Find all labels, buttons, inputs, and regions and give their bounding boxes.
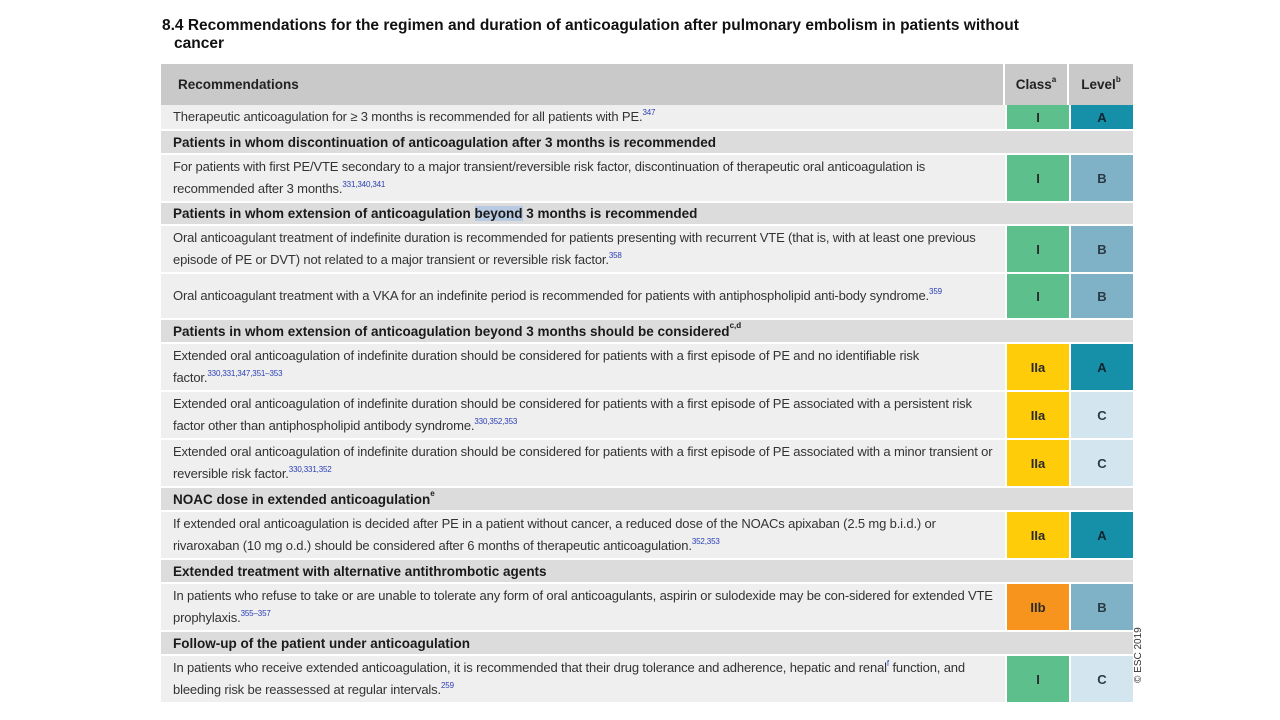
section-header-row — [161, 632, 1133, 656]
level-badge: C — [1069, 440, 1133, 488]
section-title-text: Patients in whom extension of anticoagulation beyond 3 months should be considered — [173, 323, 730, 339]
section-title — [161, 320, 1133, 344]
recommendation-row — [161, 584, 1133, 632]
recommendation-text — [161, 155, 1005, 203]
section-header-row — [161, 203, 1133, 226]
section-footnote-marker: c,d — [729, 320, 742, 330]
section-title-text: NOAC dose in extended anticoagulation — [173, 491, 431, 507]
table-header-row — [161, 64, 1133, 105]
level-badge: B — [1069, 584, 1133, 632]
section-title-text: Follow-up of the patient under anticoagulation — [173, 635, 470, 651]
section-title-text: 3 months is recommended — [522, 206, 698, 221]
recommendation-text-part: In patients who refuse to take or are unable to tolerate any form of oral anticoagulants, aspirin or sulodexide may be con-sidered for extended VTE prophylaxis. — [173, 588, 993, 625]
recommendation-text-part: If extended oral anticoagulation is decided after PE in a patient without cancer, a reduced dose of the NOACs apixaban (2.5 mg b.i.d.) or rivaroxaban (10 mg o.d.) should be considered after 6 months of therapeutic anticoagulation. — [173, 516, 936, 553]
recommendation-row — [161, 656, 1133, 704]
recommendation-text — [161, 656, 1005, 704]
recommendation-text — [161, 440, 1005, 488]
recommendations-table — [161, 64, 1133, 704]
recommendation-text-part: Extended oral anticoagulation of indefinite duration should be considered for patients with a first episode of PE and no identifiable risk factor. — [173, 348, 920, 385]
reference-numbers: 358 — [608, 251, 622, 260]
recommendation-text — [161, 226, 1005, 274]
level-badge: C — [1069, 656, 1133, 704]
section-title — [161, 632, 1133, 656]
recommendation-text — [161, 512, 1005, 560]
header-recommendations: Recommendations — [161, 64, 1005, 105]
table-title — [162, 17, 1122, 53]
recommendation-row — [161, 440, 1133, 488]
recommendation-text-part: Extended oral anticoagulation of indefinite duration should be considered for patients with a first episode of PE associated with a minor transient or reversible risk factor. — [173, 444, 993, 481]
recommendation-row — [161, 512, 1133, 560]
recommendation-text-part: function, and bleeding risk be reassessed at regular intervals. — [173, 660, 965, 697]
reference-numbers: 330,352,353 — [474, 417, 518, 426]
class-badge: I — [1005, 155, 1069, 203]
table-title-line1: 8.4 Recommendations for the regimen and duration of anticoagulation after pulmonary embolism in patients without — [162, 17, 1019, 34]
recommendation-text-part: Oral anticoagulant treatment of indefinite duration is recommended for patients presenting with recurrent VTE (that is, with at least one previous episode of PE or DVT) not related to a major transient or reversible risk factor. — [173, 230, 976, 267]
header-class: Class$^a$ — [1005, 64, 1069, 105]
section-title-text: Patients in whom extension of anticoagulation — [173, 206, 475, 221]
copyright-notice: © ESC 2019 — [1133, 627, 1144, 683]
level-badge: A — [1069, 512, 1133, 560]
reference-numbers: 330,331,352 — [288, 465, 332, 474]
reference-numbers: 331,340,341 — [342, 180, 386, 189]
section-header-row — [161, 320, 1133, 344]
level-badge: A — [1069, 344, 1133, 392]
reference-numbers: 330,331,347,351–353 — [207, 369, 283, 378]
recommendation-row — [161, 105, 1133, 131]
reference-numbers: 259 — [440, 681, 454, 690]
recommendation-text-part: Extended oral anticoagulation of indefinite duration should be considered for patients with a first episode of PE associated with a persistent risk factor other than antiphospholipid antibody syndrome. — [173, 396, 972, 433]
class-badge: I — [1005, 274, 1069, 320]
recommendation-text — [161, 344, 1005, 392]
section-header-row — [161, 560, 1133, 584]
recommendation-text-part: Therapeutic anticoagulation for ≥ 3 months is recommended for all patients with PE. — [173, 109, 643, 124]
recommendation-row — [161, 226, 1133, 274]
recommendation-text — [161, 274, 1005, 320]
level-badge: B — [1069, 226, 1133, 274]
level-badge: C — [1069, 392, 1133, 440]
recommendation-text — [161, 392, 1005, 440]
section-header-row — [161, 488, 1133, 512]
recommendation-text — [161, 105, 1005, 131]
table-title-line2: cancer — [174, 35, 224, 52]
section-title-text: Extended treatment with alternative antithrombotic agents — [173, 563, 547, 579]
section-footnote-marker: e — [430, 488, 435, 498]
selected-text-highlight: beyond — [474, 206, 523, 221]
header-level: Level$^b$ — [1069, 64, 1133, 105]
recommendation-text-part: Oral anticoagulant treatment with a VKA for an indefinite period is recommended for patients with antiphospholipid anti-body syndrome. — [173, 288, 930, 303]
table-body — [161, 105, 1133, 704]
class-badge: IIb — [1005, 584, 1069, 632]
recommendation-text-part: For patients with first PE/VTE secondary to a major transient/reversible risk factor, discontinuation of therapeutic oral anticoagulation is recommended after 3 months. — [173, 159, 926, 196]
recommendation-row — [161, 155, 1133, 203]
footnote-marker: f — [886, 659, 889, 668]
class-badge: IIa — [1005, 512, 1069, 560]
recommendation-text — [161, 584, 1005, 632]
section-title — [161, 560, 1133, 584]
section-title-text: Patients in whom discontinuation of anticoagulation after 3 months is recommended — [173, 134, 717, 150]
class-badge: I — [1005, 656, 1069, 704]
level-badge: A — [1069, 105, 1133, 131]
section-header-row — [161, 131, 1133, 155]
section-title — [161, 131, 1133, 155]
reference-numbers: 355–357 — [240, 609, 271, 618]
level-badge: B — [1069, 274, 1133, 320]
recommendation-row — [161, 274, 1133, 320]
recommendation-text-part: In patients who receive extended anticoagulation, it is recommended that their drug tolerance and adherence, hepatic and renal — [173, 660, 887, 675]
reference-numbers: 347 — [642, 108, 656, 117]
recommendation-row — [161, 344, 1133, 392]
class-badge: I — [1005, 226, 1069, 274]
reference-numbers: 352,353 — [691, 537, 720, 546]
recommendation-row — [161, 392, 1133, 440]
section-title — [161, 488, 1133, 512]
section-title — [161, 203, 1133, 226]
reference-numbers: 359 — [929, 287, 942, 296]
class-badge: I — [1005, 105, 1069, 131]
level-badge: B — [1069, 155, 1133, 203]
class-badge: IIa — [1005, 440, 1069, 488]
class-badge: IIa — [1005, 344, 1069, 392]
class-badge: IIa — [1005, 392, 1069, 440]
